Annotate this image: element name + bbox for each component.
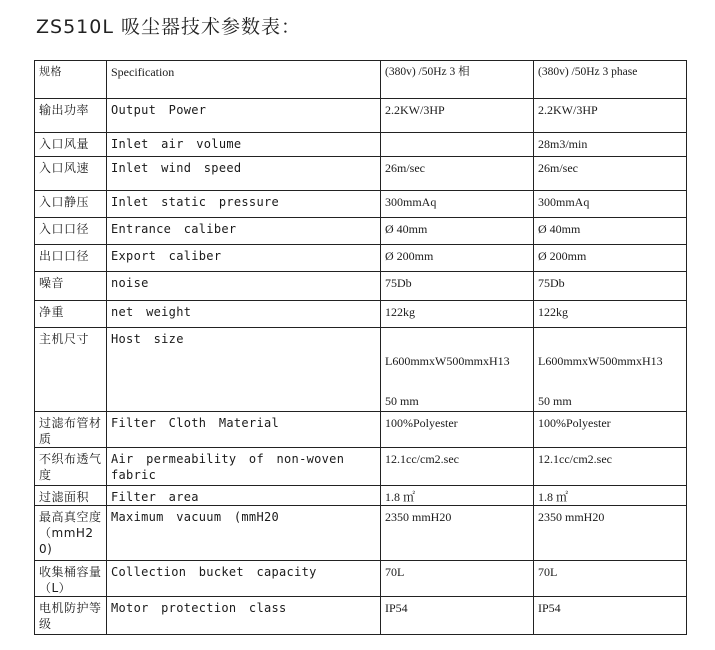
row-label-cn: 主机尺寸 xyxy=(35,328,107,412)
table-row xyxy=(35,448,687,486)
table-row xyxy=(35,412,687,448)
row-label-cn: 最高真空度（mmH20) xyxy=(35,506,107,561)
row-label-en: Maximum vacuum (mmH20 xyxy=(107,506,381,561)
row-label-en: Filter Cloth Material xyxy=(107,412,381,448)
spec-table xyxy=(34,60,687,635)
row-label-en: Entrance caliber xyxy=(107,218,381,245)
row-label-en: Export caliber xyxy=(107,245,381,272)
row-label-cn: 出口口径 xyxy=(35,245,107,272)
row-label-cn: 净重 xyxy=(35,301,107,328)
row-label-cn: 过滤布管材质 xyxy=(35,412,107,448)
row-label-cn: 过滤面积 xyxy=(35,486,107,506)
table-row xyxy=(35,99,687,133)
row-value-a: 122kg xyxy=(381,301,534,328)
row-label-en: Output Power xyxy=(107,99,381,133)
row-value-b: 70L xyxy=(534,561,687,597)
row-value-b: 12.1cc/cm2.sec xyxy=(534,448,687,486)
row-label-cn: 入口风速 xyxy=(35,157,107,191)
table-row xyxy=(35,561,687,597)
table-row xyxy=(35,597,687,635)
row-value-b: L600mmxW500mmxH13 50 mm xyxy=(534,328,687,412)
row-value-b: 28m3/min xyxy=(534,133,687,157)
row-value-a: 300mmAq xyxy=(381,191,534,218)
row-label-en: Inlet wind speed xyxy=(107,157,381,191)
row-label-cn: 不织布透气度 xyxy=(35,448,107,486)
row-value-a: 2.2KW/3HP xyxy=(381,99,534,133)
row-value-b: Ø 200mm xyxy=(534,245,687,272)
table-row xyxy=(35,133,687,157)
table-row xyxy=(35,245,687,272)
row-value-a: Ø 40mm xyxy=(381,218,534,245)
row-value-a: IP54 xyxy=(381,597,534,635)
row-value-b: Ø 40mm xyxy=(534,218,687,245)
row-value-a: 100%Polyester xyxy=(381,412,534,448)
header-col-b: (380v) /50Hz 3 phase xyxy=(534,61,687,99)
row-label-en: noise xyxy=(107,272,381,301)
row-value-a: 2350 mmH20 xyxy=(381,506,534,561)
table-row xyxy=(35,486,687,506)
row-value-a xyxy=(381,133,534,157)
table-row xyxy=(35,157,687,191)
row-value-b: IP54 xyxy=(534,597,687,635)
row-label-en: Filter area xyxy=(107,486,381,506)
row-value-b: 75Db xyxy=(534,272,687,301)
row-label-en: Host size xyxy=(107,328,381,412)
row-value-a: Ø 200mm xyxy=(381,245,534,272)
row-label-cn: 入口风量 xyxy=(35,133,107,157)
row-label-en: Collection bucket capacity xyxy=(107,561,381,597)
table-row xyxy=(35,191,687,218)
table-row xyxy=(35,272,687,301)
document-title: ZS510L 吸尘器技术参数表： xyxy=(36,16,301,38)
header-label-en: Specification xyxy=(107,61,381,99)
row-value-b: 122kg xyxy=(534,301,687,328)
row-value-b: 2.2KW/3HP xyxy=(534,99,687,133)
row-value-a: L600mmxW500mmxH13 50 mm xyxy=(381,328,534,412)
row-label-en: Motor protection class xyxy=(107,597,381,635)
row-value-a: 12.1cc/cm2.sec xyxy=(381,448,534,486)
row-value-a: 75Db xyxy=(381,272,534,301)
header-label-cn: 规格 xyxy=(35,61,107,99)
table-row xyxy=(35,218,687,245)
row-label-en: net weight xyxy=(107,301,381,328)
row-value-b: 1.8 ㎡ xyxy=(534,486,687,506)
row-label-cn: 入口静压 xyxy=(35,191,107,218)
row-label-cn: 收集桶容量（L） xyxy=(35,561,107,597)
row-value-a: 70L xyxy=(381,561,534,597)
table-row xyxy=(35,328,687,412)
row-label-cn: 入口口径 xyxy=(35,218,107,245)
row-label-cn: 电机防护等级 xyxy=(35,597,107,635)
row-value-b: 300mmAq xyxy=(534,191,687,218)
row-label-en: Air permeability of non-woven fabric xyxy=(107,448,381,486)
table-row xyxy=(35,301,687,328)
table-header-row xyxy=(35,61,687,99)
row-label-en: Inlet air volume xyxy=(107,133,381,157)
row-value-b: 2350 mmH20 xyxy=(534,506,687,561)
row-value-a: 1.8 ㎡ xyxy=(381,486,534,506)
table-row xyxy=(35,506,687,561)
row-label-cn: 噪音 xyxy=(35,272,107,301)
row-label-cn: 输出功率 xyxy=(35,99,107,133)
row-label-en: Inlet static pressure xyxy=(107,191,381,218)
header-col-a: (380v) /50Hz 3 相 xyxy=(381,61,534,99)
row-value-a: 26m/sec xyxy=(381,157,534,191)
row-value-b: 26m/sec xyxy=(534,157,687,191)
row-value-b: 100%Polyester xyxy=(534,412,687,448)
